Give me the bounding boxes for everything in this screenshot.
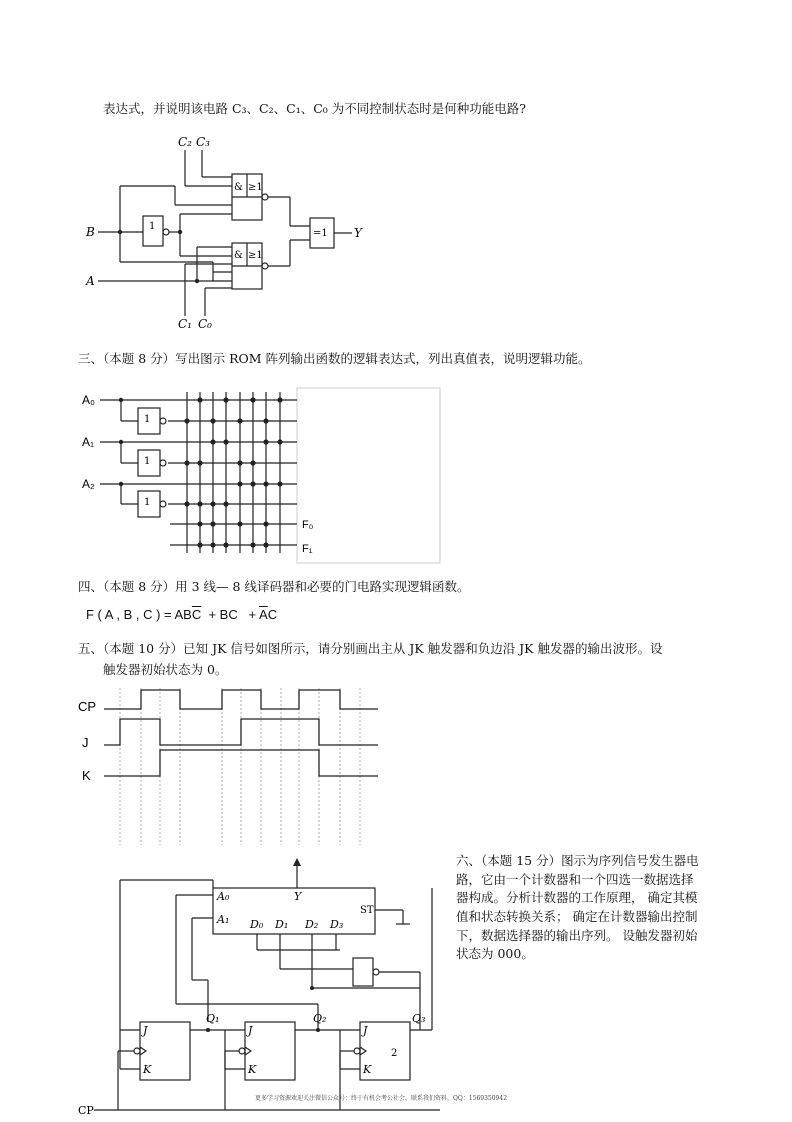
formula-part-2: + BC + bbox=[201, 607, 260, 622]
lower-or-symbol: ≥1 bbox=[248, 250, 263, 261]
q6-line-4: 值和状态转换关系； 确定在计数器输出控制 bbox=[456, 909, 698, 924]
lower-and-symbol: & bbox=[234, 250, 243, 261]
xor-symbol: =1 bbox=[313, 228, 328, 239]
label-c3: C₃ bbox=[196, 135, 210, 149]
mux-d3: D₃ bbox=[330, 918, 344, 931]
inverter-a2-symbol: 1 bbox=[144, 497, 151, 508]
inverter-a1-symbol: 1 bbox=[144, 456, 151, 467]
sequence-generator bbox=[78, 858, 440, 1117]
q6-line-6: 状态为 000。 bbox=[456, 946, 534, 961]
label-c1: C₁ bbox=[178, 317, 192, 331]
label-a0: A₀ bbox=[82, 393, 95, 407]
ff3-number: 2 bbox=[391, 1048, 398, 1059]
mux-a0: A₀ bbox=[217, 890, 230, 903]
label-f1: F₁ bbox=[302, 543, 313, 555]
q6-line-1: 六、（本题 15 分）图示为序列信号发生器电 bbox=[456, 853, 699, 868]
q6-line-5: 下，数据选择器的输出序列。 设触发器初始 bbox=[456, 928, 698, 943]
label-a: A bbox=[86, 274, 95, 288]
upper-or-symbol: ≥1 bbox=[248, 182, 263, 193]
label-q3: Q₃ bbox=[412, 1012, 426, 1025]
mux-d0: D₀ bbox=[250, 918, 264, 931]
b-inverter-symbol: 1 bbox=[149, 221, 156, 232]
small-inverter bbox=[353, 958, 373, 986]
q3-heading: 三、（本题 8 分）写出图示 ROM 阵列输出函数的逻辑表达式，列出真值表，说明逻辑功能。 bbox=[78, 351, 591, 366]
label-k: K bbox=[82, 768, 91, 783]
mux-y: Y bbox=[294, 890, 302, 903]
q5-heading-line1: 五、（本题 10 分）已知 JK 信号如图所示，请分别画出主从 JK 触发器和负边沿 JK 触发器的输出波形。设 bbox=[78, 641, 663, 656]
formula-part-3: C bbox=[267, 607, 278, 622]
ff1-j: J bbox=[143, 1024, 148, 1037]
ff1-k: K bbox=[143, 1063, 152, 1076]
q6-line-3: 器构成。分析计数器的工作原理， 确定其模 bbox=[456, 890, 698, 905]
label-f0: F₀ bbox=[302, 519, 314, 531]
q6-line-2: 路，它由一个计数器和一个四选一数据选择 bbox=[456, 872, 694, 887]
label-cp: CP bbox=[78, 699, 97, 714]
mux-st: ST bbox=[360, 905, 374, 916]
q5-heading-line2: 触发器初始状态为 0。 bbox=[103, 662, 228, 677]
q2-text-line: 表达式，并说明该电路 C₃、C₂、C₁、C₀ 为不同控制状态时是何种功能电路? bbox=[103, 101, 526, 116]
q4-heading: 四、（本题 8 分）用 3 线— 8 线译码器和必要的门电路实现逻辑函数。 bbox=[78, 579, 470, 594]
label-q2: Q₂ bbox=[313, 1012, 327, 1025]
mux-d1: D₁ bbox=[275, 918, 289, 931]
label-a2: A₂ bbox=[82, 477, 95, 491]
formula-cbar: $\overline{C}$ bbox=[191, 607, 202, 622]
ff3-j: J bbox=[363, 1024, 368, 1037]
ff2-k: K bbox=[248, 1063, 257, 1076]
label-q1: Q₁ bbox=[206, 1012, 220, 1025]
ff2-j: J bbox=[248, 1024, 253, 1037]
mux-d2: D₂ bbox=[305, 918, 319, 931]
label-a1: A₁ bbox=[82, 435, 95, 449]
label-b: B bbox=[86, 225, 95, 239]
footer-watermark: 更多学习资源欢迎关注微信公众号：终于有机会考公社会，联系我们资料，QQ：1569350942 bbox=[255, 1095, 508, 1102]
label-c0: C₀ bbox=[198, 317, 212, 331]
label-j: J bbox=[82, 735, 89, 750]
label-cp-bottom: CP bbox=[78, 1104, 94, 1117]
mux-a1: A₁ bbox=[217, 913, 230, 926]
ff3-k: K bbox=[363, 1063, 372, 1076]
inverter-a0-symbol: 1 bbox=[144, 414, 151, 425]
formula-part-1: F ( A , B , C ) = AB bbox=[86, 607, 192, 622]
label-c2: C₂ bbox=[178, 135, 192, 149]
upper-and-symbol: & bbox=[234, 182, 243, 193]
formula-abar: $\overline{A}$ bbox=[259, 607, 268, 622]
label-y: Y bbox=[354, 226, 362, 240]
